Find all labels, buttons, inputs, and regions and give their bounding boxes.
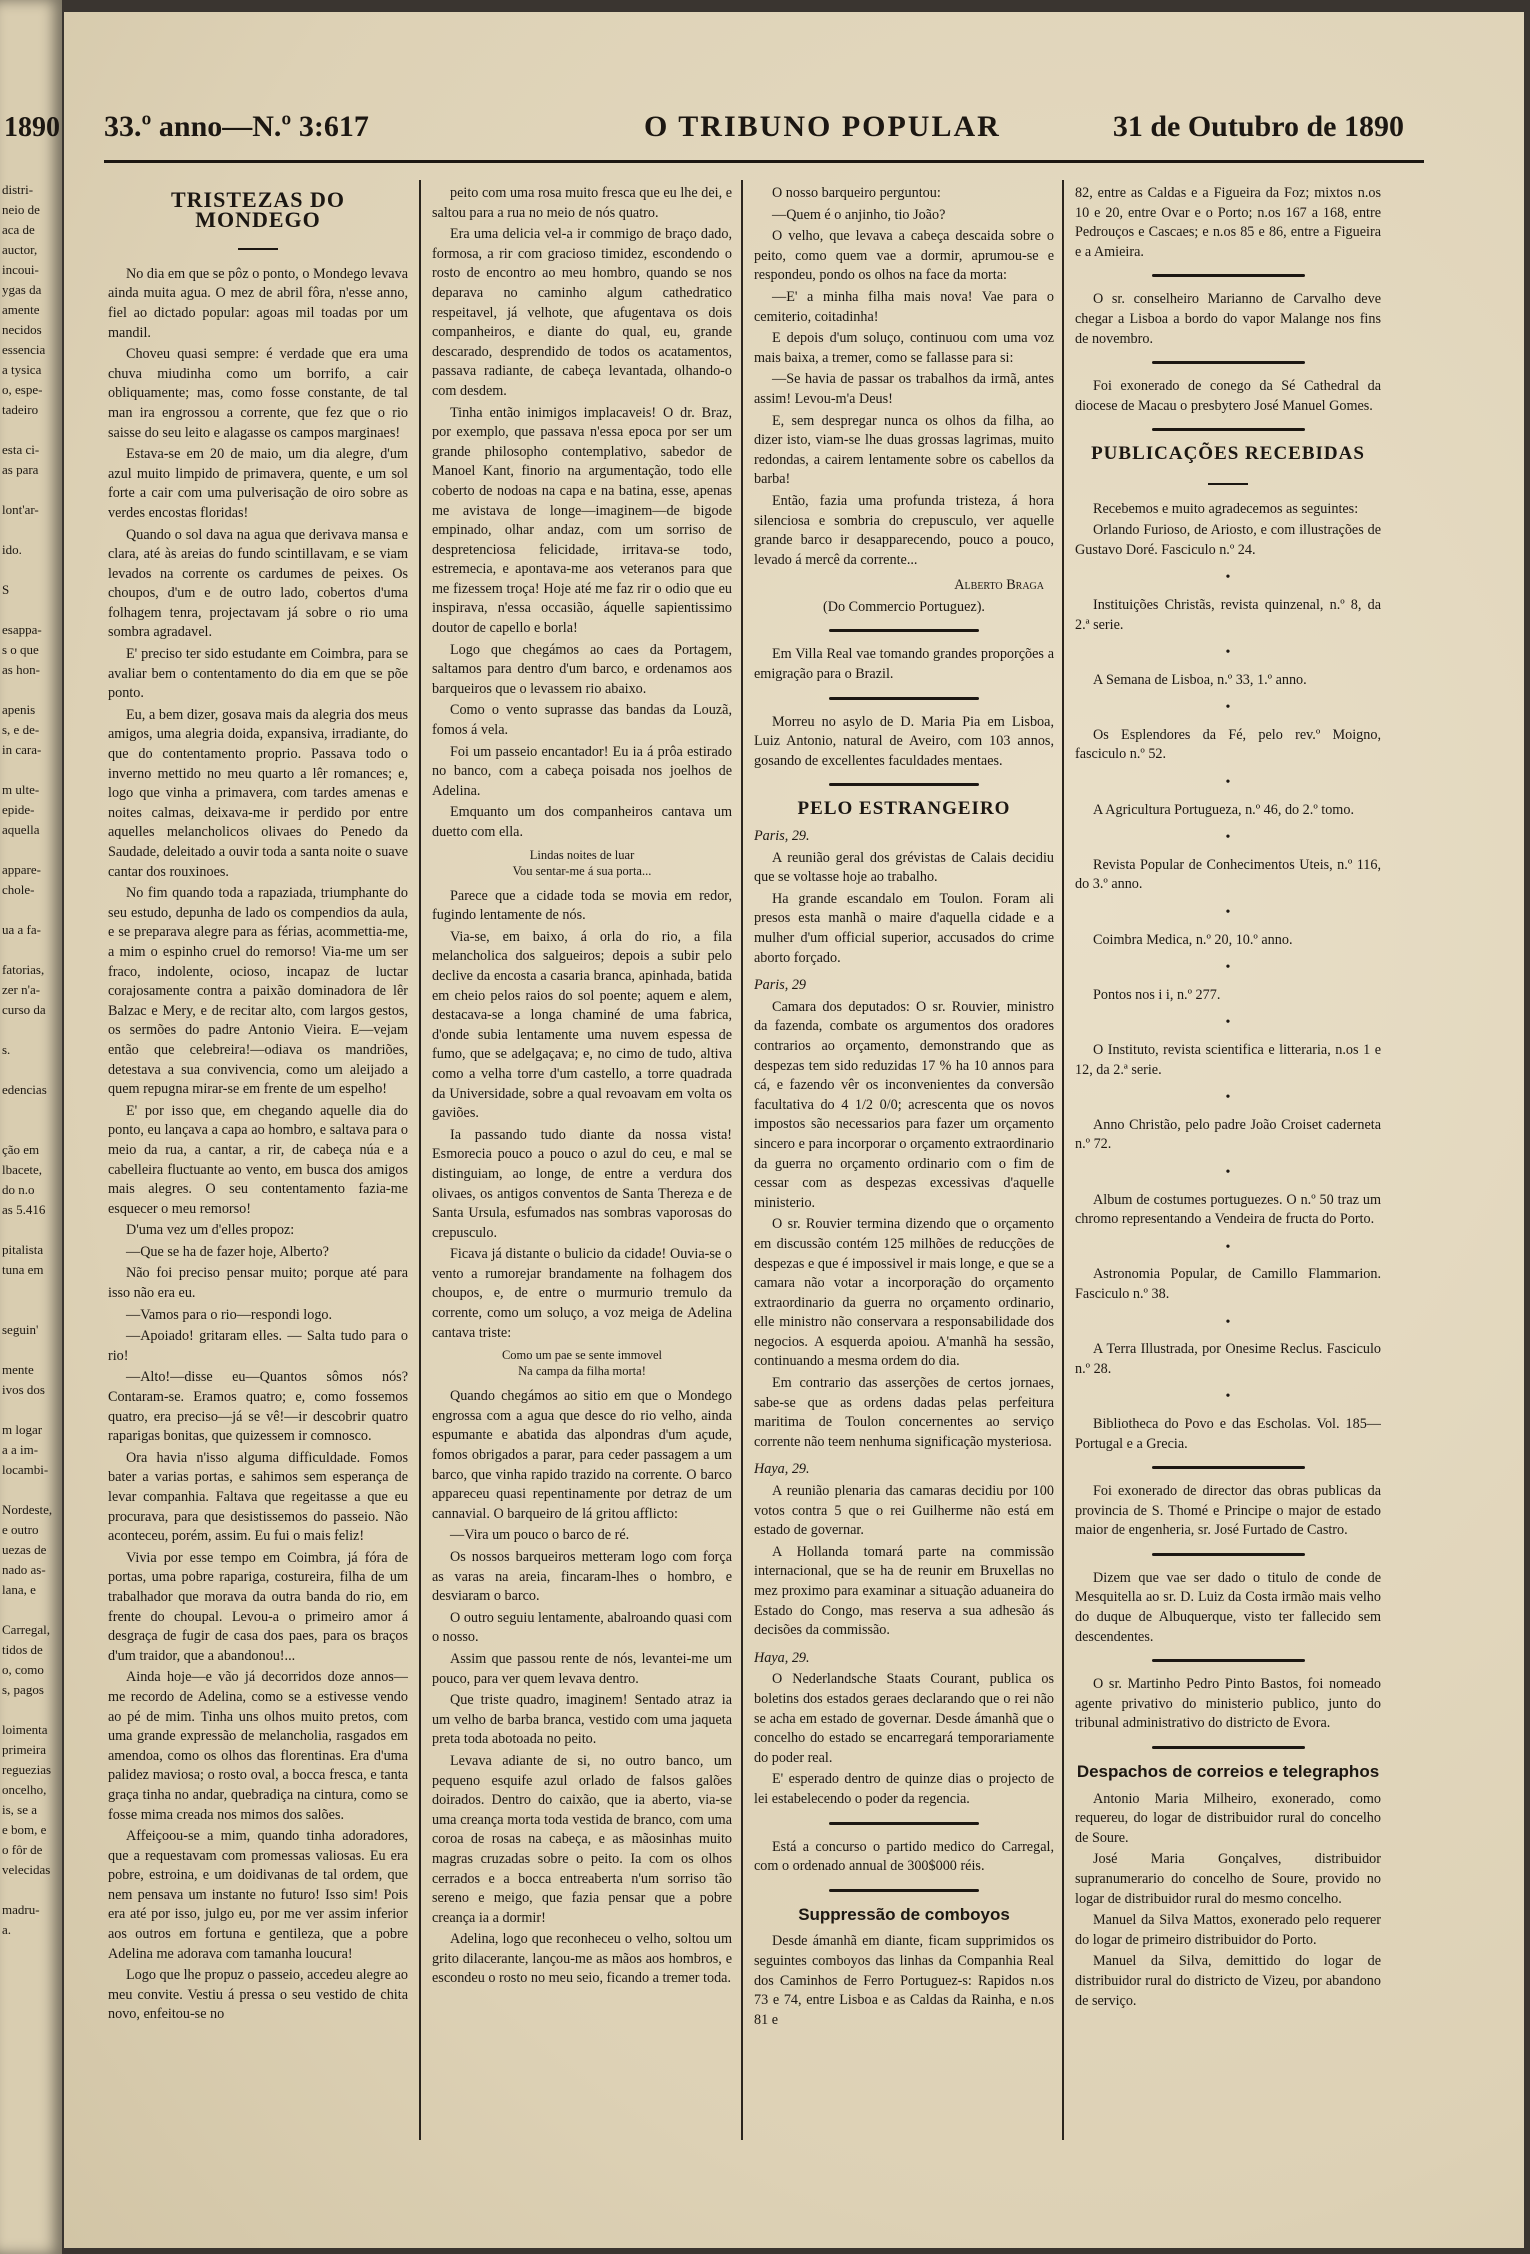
previous-page-fragment: seguin' — [2, 1322, 39, 1337]
article-heading: TRISTEZAS DO MONDEGO — [170, 187, 345, 232]
previous-page-fragment: o fôr de — [2, 1842, 43, 1857]
previous-page-fragment: a. — [2, 1922, 12, 1937]
posts-appointments — [1075, 1790, 1381, 2012]
paragraph: —Se havia de passar os trabalhos da irmã, antes assim! Levou-m'a Deus! — [754, 371, 1054, 407]
paragraph: Ora havia n'isso alguma difficuldade. Fomos bater a varias portas, e sahimos sem esperança de levar companhia. Faltava que regeitasse a que eu procurava, para que desistissemos do passeio. Não aconteceu, porém, assim. Eu fui o mais feliz! — [108, 1449, 408, 1545]
verse-line: Lindas noites de luar — [529, 847, 635, 862]
previous-page-fragment: m ulte- — [2, 782, 40, 797]
bullet-separator: • — [1225, 830, 1231, 846]
previous-page-fragment: fatorias, — [2, 962, 45, 977]
section-heading-trains: Suppressão de comboyos — [798, 1904, 1010, 1924]
previous-page-fragment: primeira — [2, 1742, 47, 1757]
previous-page-fragment: necidos — [2, 322, 42, 337]
news-item: Dizem que vae ser dado o titulo de conde de Mesquitella ao sr. D. Luiz da Costa irmão mais velho do duque de Albuquerque, visto ter fallecido sem descendentes. — [1075, 1569, 1381, 1645]
news-item: Morreu no asylo de D. Maria Pia em Lisboa, Luiz Antonio, natural de Aveiro, com 103 annos, gosando de excellentes faculdades mentaes. — [754, 713, 1054, 769]
publication-item: Revista Popular de Conhecimentos Uteis, n.º 116, do 3.º anno. — [1075, 856, 1381, 893]
publication-item: Bibliotheca do Povo e das Escholas. Vol. 185—Portugal e a Grecia. — [1075, 1415, 1381, 1452]
news-item: Foi exonerado de director das obras publicas da provincia de S. Thomé e Principe o major de estado maior de engenheria, sr. José Furtado de Castro. — [1075, 1483, 1381, 1539]
column-1 — [108, 184, 408, 2144]
foreign-news-item: Em contrario das asserções de certos jornaes, sabe-se que as ordens dadas pelas perfeitura maritima de Toulon concernentes ao serviço corrente não teem nenhuma significação mysteriosa. — [754, 1375, 1054, 1450]
bullet-separator: • — [1225, 905, 1231, 921]
previous-page-fragment: in cara- — [2, 742, 42, 757]
previous-page-fragment: lont'ar- — [2, 502, 39, 517]
bullet-separator: • — [1225, 1164, 1231, 1180]
article-body-continued — [432, 184, 732, 843]
bullet-separator: • — [1225, 775, 1231, 791]
previous-page-fragment: ção em — [2, 1142, 40, 1157]
masthead — [104, 110, 1404, 154]
paragraph: D'uma vez um d'elles propoz: — [126, 1222, 295, 1239]
column-3 — [754, 184, 1054, 2144]
foreign-news — [754, 827, 1054, 1810]
news-dateline: Paris, 29 — [754, 977, 807, 994]
bullet-separator: • — [1225, 1314, 1231, 1330]
previous-page-fragment: do n.o — [2, 1182, 35, 1197]
previous-page-fragment: ivos dos — [2, 1382, 45, 1397]
song-verse — [432, 1347, 732, 1379]
article-body — [108, 265, 408, 2025]
paragraph: E depois d'um soluço, continuou com uma voz mais baixa, a tremer, como se fallasse para si: — [754, 330, 1054, 366]
paragraph: Foi um passeio encantador! Eu ia á prôa estirado no banco, com a cabeça poisada nos joelhos de Adelina. — [432, 743, 732, 799]
previous-page-fragment: is, se a — [2, 1802, 38, 1817]
paragraph: Como o vento suprasse das bandas da Louzã, fomos á vela. — [432, 702, 732, 739]
paragraph: Quando chegámos ao sitio em que o Mondego engrossa com a agua que desce do rio velho, ainda espumante e abatida das alpondras d'um açude, fomos obrigados a parar, para ceder passagem a um barco, que vinha rapido trazido na corrente. O barco appareceu quasi repentinamente por detraz de um cannavial. O barqueiro de lá gritou afflicto: — [432, 1388, 732, 1522]
publication-item: Anno Christão, pelo padre João Croiset caderneta n.º 72. — [1075, 1116, 1381, 1153]
previous-page-fragment: a a im- — [2, 1442, 39, 1457]
previous-page-fragment: e bom, e — [2, 1822, 47, 1837]
newspaper-page — [64, 12, 1524, 2248]
separator — [1075, 1655, 1381, 1665]
paragraph: Vivia por esse tempo em Coimbra, já fóra de portas, uma pobre rapariga, costureira, filha de um trabalhador que morava da outra banda do rio, em frente do choupal. Levou-a o primeiro amor á desgraça de fugir de casa dos paes, para os braços d'um traidor, que a abandonou!... — [108, 1549, 408, 1664]
appointment-item: Antonio Maria Milheiro, exonerado, como requereu, do logar de distribuidor rural do concelho de Soure. — [1075, 1790, 1381, 1846]
previous-page-fragment: as para — [2, 462, 39, 477]
separator — [754, 1885, 1054, 1895]
article-source: (Do Commercio Portuguez). — [823, 598, 985, 615]
previous-page-fragment: ygas da — [2, 282, 42, 297]
separator — [1075, 357, 1381, 367]
heading-dash — [1075, 472, 1381, 492]
paragraph: Os nossos barqueiros metteram logo com força as varas na areia, fincaram-lhes o hombro, e desviaram o barco. — [432, 1549, 732, 1605]
previous-page-year: 1890 — [4, 112, 60, 143]
paragraph: No fim quando toda a rapaziada, triumphante do seu estudo, depunha de lado os compendios da aula, e se preparava alegre para as férias, acommettia-me, a mim o espinho cruel do remorso! Via-me um ser fraco, indolente, ocioso, incapaz de luctar corajosamente contra a paixão dominadora de lêr Balzac e Mery, e de recitar alto, com largos gestos, os sermões do padre Antonio Vieira. E—vejam então que celebreira!—odiava os mandriões, detestava a sua convivencia, como um aleijado a quem repugna mirar-se em frente de um espelho! — [108, 885, 408, 1098]
paragraph: O outro seguiu lentamente, abalroando quasi com o nosso. — [432, 1609, 732, 1646]
news-dateline: Haya, 29. — [754, 1461, 810, 1478]
paragraph: Assim que passou rente de nós, levantei-me um pouco, para ver quem levava dentro. — [432, 1650, 732, 1687]
news-item: Em Villa Real vae tomando grandes proporções a emigração para o Brazil. — [754, 646, 1054, 683]
section-heading-publications: PUBLICAÇÕES RECEBIDAS — [1091, 443, 1365, 465]
previous-page-fragment: locambi- — [2, 1462, 49, 1477]
publication-item: A Agricultura Portugueza, n.º 46, do 2.º tomo. — [1093, 801, 1354, 818]
separator — [1075, 424, 1381, 434]
previous-page-fragment: o, espe- — [2, 382, 43, 397]
column-2 — [432, 184, 732, 2144]
previous-page-fragment: essencia — [2, 342, 46, 357]
separator — [754, 779, 1054, 789]
paragraph: E' por isso que, em chegando aquelle dia do ponto, eu lançava a capa ao hombro, e saltava para o meio da rua, a cantar, a rir, de cabeça núa e a cabelleira fluctuante ao vento, em busca dos amigos mais alegres. O seu contentamento fazia-me esquecer o meu remorso! — [108, 1102, 408, 1217]
appointment-item: Manuel da Silva, demittido do logar de distribuidor rural do districto de Vizeu, por abandono de serviço. — [1075, 1953, 1381, 2009]
paragraph: Logo que chegámos ao caes da Portagem, saltamos para dentro d'um barco, e ordenamos aos barqueiros que o levassem rio abaixo. — [432, 641, 732, 697]
news-item: Foi exonerado de conego da Sé Cathedral da diocese de Macau o presbytero José Manuel Gomes. — [1075, 378, 1381, 414]
publication-item: A Semana de Lisboa, n.º 33, 1.º anno. — [1093, 671, 1307, 688]
previous-page-fragment: tidos de — [2, 1642, 43, 1657]
publication-item: Coimbra Medica, n.º 20, 10.º anno. — [1093, 931, 1293, 948]
previous-page-fragment: apenis — [2, 702, 36, 717]
separator — [1075, 1462, 1381, 1472]
section-heading-foreign: PELO ESTRANGEIRO — [797, 798, 1011, 820]
paragraph: Ainda hoje—e vão já decorridos doze annos—me recordo de Adelina, como se a estivesse vendo ao pé de mim. Tinha uns olhos muito pretos, com uma grande expressão de melancholia, rasgados em amendoa, como os olhos das florentinas. Era d'uma palidez maviosa; o rosto oval, a bocca fresca, e tanta graça tinha no andar, quebradiça na cintura, como se fosse mima creada nos mimos dos salões. — [108, 1669, 408, 1823]
paragraph: —Vira um pouco o barco de ré. — [450, 1527, 630, 1544]
publications-intro: Recebemos e muito agradecemos as seguintes: — [1093, 500, 1359, 517]
previous-page-fragment: s o que — [2, 642, 39, 657]
article-body-continued — [432, 887, 732, 1344]
publication-item: Os Esplendores da Fé, pelo rev.º Moigno, fasciculo n.º 52. — [1075, 726, 1381, 763]
separator — [754, 693, 1054, 703]
previous-page-fragment: ua a fa- — [2, 922, 41, 937]
previous-page-fragment: s, e de- — [2, 722, 40, 737]
paragraph: Então, fazia uma profunda tristeza, á hora silenciosa e sombria do crepusculo, ver aquelle grande barco ir desapparecendo, pouco a pouco, levado á mercê da corrente... — [754, 492, 1054, 568]
previous-page-fragment: a tysica — [2, 362, 42, 377]
publications-list — [1075, 521, 1381, 1454]
paragraph: Ia passando tudo diante da nossa vista! Esmorecia pouco a pouco o azul do ceu, e mal se distinguiam, ao longe, de entre a verdura dos olivaes, os antigos conventos de Santa Thereza e de Santa Ursula, esfumados nas sombras vaporosas do crepusculo. — [432, 1126, 732, 1241]
paragraph: No dia em que se pôz o ponto, o Mondego levava ainda muita agua. O mez de abril fôra, n'esse anno, fiel ao dictado popular: agoas mil toadas por um mandil. — [108, 265, 408, 341]
paragraph: —Apoiado! gritaram elles. — Salta tudo para o rio! — [108, 1328, 408, 1364]
previous-page-fragment: as 5.416 — [2, 1202, 46, 1217]
previous-page-fragment: auctor, — [2, 242, 38, 257]
publication-item: Instituições Christãs, revista quinzenal, n.º 8, da 2.ª serie. — [1075, 596, 1381, 633]
previous-page-fragment: chole- — [2, 882, 35, 897]
article-body-continued — [432, 1387, 732, 1989]
previous-page-fragment: ido. — [2, 542, 22, 557]
previous-page-fragment: as hon- — [2, 662, 40, 677]
column-rule — [419, 180, 421, 2140]
news-dateline: Paris, 29. — [754, 828, 810, 845]
foreign-news-item: A Hollanda tomará parte na commissão internacional, que se ha de reunir em Bruxellas no mez proximo para examinar a situação aduaneira do Estado do Congo, mas reserva a sua adhesão ás decisões da commissão. — [754, 1543, 1054, 1639]
bullet-separator: • — [1225, 1239, 1231, 1255]
previous-page-fragment: pitalista — [2, 1242, 44, 1257]
author-signature: Alberto Braga — [954, 577, 1044, 594]
paragraph: —Alto!—disse eu—Quantos sômos nós? Contaram-se. Eramos quatro; e, como fossemos quatro, era preciso—já se vê!—ir descobrir quatro raparigas bonitas, que quizessem ir comnosco. — [108, 1369, 408, 1445]
previous-page-fragment: aquella — [2, 822, 40, 837]
paragraph: Logo que lhe propuz o passeio, accedeu alegre ao meu convite. Vestiu á pressa o seu vestido de chita novo, enfeitou-se no — [108, 1967, 408, 2023]
paragraph: Que triste quadro, imaginem! Sentado atraz ia um velho de barba branca, vestido com uma jaqueta preta toda abotoada no peito. — [432, 1692, 732, 1748]
bullet-separator: • — [1225, 570, 1231, 586]
previous-page-fragment: amente — [2, 302, 40, 317]
section-heading-posts: Despachos de correios e telegraphos — [1076, 1762, 1380, 1782]
paragraph: Estava-se em 20 de maio, um dia alegre, d'um azul muito limpido de primavera, quente, e um sol forte a cair com uma pulverisação de oiro sobre as verdes encostas floridas! — [108, 446, 408, 521]
previous-page-fragment: s, pagos — [2, 1682, 44, 1697]
previous-page-fragment: S — [2, 582, 10, 597]
bullet-separator: • — [1225, 1389, 1231, 1405]
previous-page-fragment: o, como — [2, 1662, 44, 1677]
paragraph: Choveu quasi sempre: é verdade que era uma chuva miudinha como um borrifo, a cair obliquamente; mas, como fosse constante, de tal man ira engrossou a corrente, que fez que o rio saisse do seu leito e alagasse os campos marginaes! — [108, 346, 408, 441]
heading-dash — [108, 237, 408, 257]
previous-page-fragment: nado as- — [2, 1562, 46, 1577]
article-body-end — [754, 184, 1054, 570]
previous-page-fragment: tadeiro — [2, 402, 39, 417]
issue-number: 33.º anno—N.º 3:617 — [104, 110, 369, 143]
column-rule — [741, 180, 743, 2140]
separator — [1075, 1549, 1381, 1559]
previous-page-fragment: tuna em — [2, 1262, 44, 1277]
paragraph: Affeiçoou-se a mim, quando tinha adoradores, que a requestavam com promessas valiosas. Eu era pobre, estroina, e um doidivanas de tal ordem, que nem pensava um instante no futuro! Isso sim! Pois era até por isso, julgo eu, por me ver assim inferior aos outros em fortuna e gentileza, que a pobre Adelina me adorava com tamanha loucura! — [108, 1828, 408, 1962]
news-item: Está a concurso o partido medico do Carregal, com o ordenado annual de 300$000 réis. — [754, 1838, 1054, 1875]
bullet-separator: • — [1225, 645, 1231, 661]
separator — [754, 1818, 1054, 1828]
masthead-rule — [104, 160, 1424, 163]
previous-page-fragment: loimenta — [2, 1722, 48, 1737]
paragraph: Não foi preciso pensar muito; porque até para isso não era eu. — [108, 1265, 408, 1302]
foreign-news-item: A reunião plenaria das camaras decidiu por 100 votos contra 5 que o rei Guilherme não está em estado de governar. — [754, 1483, 1054, 1539]
foreign-news-item: Camara dos deputados: O sr. Rouvier, ministro da fazenda, combate os argumentos dos oradores contrarios ao orçamento, demonstrando que as despezas tem sido reduzidas 17 % ha 10 annos para cá, e fazendo vêr os inconvenientes da conversão facultativa do 4 1/2 0/0; acrescenta que os novos impostos são necessarios para fazer um orçamento sincero e para incorporar o orçamento extraordinario da guerra no orçamento ordinario com o fim de cessar com as despezas excessivas d'aquelle ministerio. — [754, 998, 1054, 1211]
paragraph: Via-se, em baixo, á orla do rio, a fila melancholica dos salgueiros; depois a subir pelo declive da encosta a casaria branca, apinhada, batida em cheio pelos raios do sol poente; aquem e alem, destacava-se a longa chaminé de uma fabrica, d'onde subia lentamente uma nuvem espessa de fumo, que se adelgaçava; e, no cimo de tudo, altiva como a velha torre d'um castello, a torre quadrada da Universidade, sobre a qual revoavam em volta os gaviões. — [432, 928, 732, 1122]
paragraph: O velho, que levava a cabeça descaida sobre o peito, como quem vae a dormir, aprumou-se e respondeu, pondo os olhos na face da morta: — [754, 228, 1054, 284]
previous-page-fragment: Carregal, — [2, 1622, 51, 1637]
issue-date: 31 de Outubro de 1890 — [1112, 110, 1404, 143]
verse-line: Na campa da filha morta! — [518, 1364, 646, 1379]
previous-page-fragment: m logar — [2, 1422, 43, 1437]
foreign-news-item: E' esperado dentro de quinze dias o projecto de lei estabelecendo o poder da regencia. — [754, 1771, 1054, 1807]
paragraph: O nosso barqueiro perguntou: — [772, 185, 941, 201]
paragraph: peito com uma rosa muito fresca que eu lhe dei, e saltou para a rua no meio de nós quatro. — [432, 185, 732, 221]
paragraph: —Vamos para o rio—respondi logo. — [126, 1306, 333, 1323]
news-item: Desde ámanhã em diante, ficam supprimidos os seguintes comboyos das linhas da Companhia Real dos Caminhos de Ferro Portuguez-s: Rapidos n.os 73 e 74, entre Lisboa e as Caldas da Rainha, e n.os 81 e — [754, 1933, 1054, 2028]
column-4 — [1075, 184, 1381, 2144]
foreign-news-item: O sr. Rouvier termina dizendo que o orçamento em discussão contém 125 milhões de reducções de despezas e que é impossivel ir mais longe, e que se a camara não votar a incorporação do orçamento extraordinario da guerra no orçamento ordinario, elle ministro não conservara a responsabilidade dos negocios. A esquerda apoiou. A'manhã ha sessão, continuando a mesma ordem do dia. — [754, 1216, 1054, 1370]
verse-line: Como um pae se sente immovel — [501, 1348, 663, 1363]
separator — [1075, 1742, 1381, 1752]
previous-page-fragment: uezas de — [2, 1542, 47, 1557]
publication-item: Orlando Furioso, de Ariosto, e com illustrações de Gustavo Doré. Fasciculo n.º 24. — [1075, 522, 1381, 558]
bullet-separator: • — [1225, 1015, 1231, 1031]
previous-page-fragment: incoui- — [2, 262, 39, 277]
previous-page-fragment: s. — [2, 1042, 11, 1057]
previous-page-fragment: esta ci- — [2, 442, 40, 457]
previous-page-fragment: lana, e — [2, 1582, 36, 1597]
appointment-item: Manuel da Silva Mattos, exonerado pelo requerer do logar de primeiro distribuidor do Porto. — [1075, 1912, 1381, 1948]
paragraph: —Quem é o anjinho, tio João? — [772, 206, 946, 223]
separator — [754, 625, 1054, 635]
publication-item: A Terra Illustrada, por Onesime Reclus. Fasciculo n.º 28. — [1075, 1341, 1381, 1377]
previous-page-fragment: velecidas — [2, 1862, 51, 1877]
publication-item: Album de costumes portuguezes. O n.º 50 traz um chromo representando a Vendeira de fructa do Porto. — [1075, 1191, 1381, 1228]
previous-page-fragment: e outro — [2, 1522, 39, 1537]
news-item: O sr. conselheiro Marianno de Carvalho deve chegar a Lisboa a bordo do vapor Malange nos fins de novembro. — [1075, 291, 1381, 347]
previous-page-fragment: esappa- — [2, 622, 42, 637]
previous-page-fragment: Nordeste, — [2, 1502, 53, 1517]
foreign-news-item: Ha grande escandalo em Toulon. Foram ali presos esta manhã o maire d'aquella cidade e a mulher d'um official superior, accusados do crime aborto forçado. — [754, 890, 1054, 966]
paragraph: Ficava já distante o bulicio da cidade! Ouvia-se o vento a rumorejar brandamente na folhagem dos choupos, e, de entre o murmurio tremulo da corrente, como um soluço, a voz meiga de Adelina cantava triste: — [432, 1246, 732, 1341]
paragraph: Eu, a bem dizer, gosava mais da alegria dos meus amigos, uma alegria doida, expansiva, irradiante, do que do contentamento proprio. Passava todo o inverno mettido no meu quarto a lêr romances; e, logo que vinha a primavera, com tardes amenas e noites calmas, deixava-me ir perdido por entre aquelles melancholicos olivaes do Penedo da Saudade, deleitado a ouvir toda a santa noite o suave cantar dos rouxinoes. — [108, 706, 408, 880]
previous-page-fragment: edencias — [2, 1082, 47, 1097]
previous-page-fragment: curso da — [2, 1002, 46, 1017]
previous-page-fragment: lbacete, — [2, 1162, 43, 1177]
previous-page-fragment: neio de — [2, 202, 40, 217]
previous-page-fragment: mente — [2, 1362, 34, 1377]
paragraph: Parece que a cidade toda se movia em redor, fugindo lentamente de nós. — [432, 887, 732, 924]
bullet-separator: • — [1225, 960, 1231, 976]
appointment-item: José Maria Gonçalves, distribuidor supranumerario do concelho de Soure, provido no logar de distribuidor rural do mesmo concelho. — [1075, 1851, 1381, 1907]
newspaper-title: O TRIBUNO POPULAR — [644, 110, 1001, 143]
paragraph: —Que se ha de fazer hoje, Alberto? — [126, 1243, 329, 1260]
paragraph: Emquanto um dos companheiros cantava um duetto com ella. — [432, 804, 732, 840]
paragraph: Tinha então inimigos implacaveis! O dr. Braz, por exemplo, que passava n'essa epoca por ser um grande philosopho contemplativo, sabedor de Manoel Kant, finorio na argumentação, todo elle coberto de nodoas na capa e na batina, esse, apenas me avistava de longe—imaginem—de bigode empinado, olhar andaz, com um sorriso de despretenciosa felicidade, irritava-se todo, estremecia, e apontava-me aos veteranos para que me fizessem troça! Hoje até me faz rir o odio que eu inspirava, n'essa occasião, áquelle sapientissimo doutor de capello e borla! — [432, 404, 732, 637]
news-item: 82, entre as Caldas e a Figueira da Foz; mixtos n.os 10 e 20, entre Ovar e o Porto; n.os 167 a 168, entre Pedrouços e Cascaes; e n.os 85 e 86, entre a Figueira e a Amieira. — [1075, 185, 1381, 260]
news-dateline: Haya, 29. — [754, 1649, 810, 1666]
paragraph: Adelina, logo que reconheceu o velho, soltou um grito dilacerante, lançou-me as mãos aos hombros, e escondeu o rosto no meu seio, ficando a tremer toda. — [432, 1931, 732, 1987]
previous-page-fragment: distri- — [2, 182, 34, 197]
previous-page-edge — [0, 0, 62, 2254]
bullet-separator: • — [1225, 700, 1231, 716]
previous-page-fragment: aca de — [2, 222, 35, 237]
previous-page-fragment: epide- — [2, 802, 35, 817]
paragraph: E, sem despregar nunca os olhos da filha, ao dizer isto, viam-se lhe duas grossas lagrimas, muito redondas, a cairem lentamente sobre os cabellos da barba! — [754, 412, 1054, 488]
publication-item: Pontos nos i i, n.º 277. — [1093, 986, 1221, 1003]
column-rule — [1062, 180, 1064, 2140]
publication-item: O Instituto, revista scientifica e litteraria, n.os 1 e 12, da 2.ª serie. — [1075, 1042, 1381, 1078]
previous-page-fragment: zer n'a- — [2, 982, 41, 997]
bullet-separator: • — [1225, 1090, 1231, 1106]
publication-item: Astronomia Popular, de Camillo Flammarion. Fasciculo n.º 38. — [1075, 1266, 1381, 1302]
paragraph: E' preciso ter sido estudante em Coimbra, para se avaliar bem o contentamento do dia em que se põe ponto. — [108, 646, 408, 702]
verse-line: Vou sentar-me á sua porta... — [512, 863, 652, 878]
previous-page-fragment: reguezias — [2, 1762, 52, 1777]
previous-page-fragment: oncelho, — [2, 1782, 47, 1797]
separator — [1075, 270, 1381, 280]
song-verse — [432, 847, 732, 879]
previous-page-fragment: appare- — [2, 862, 41, 877]
paragraph: Levava adiante de si, no outro banco, um pequeno esquife azul orlado de falsos galões doirados. Dentro do caixão, que ia aberto, via-se uma creança morta toda vestida de branco, com uma coroa de rosas na cabeça, e as mãosinhas muito magras cruzadas sobre o peito. Ia com os olhos cerrados e a bocca entreaberta n'um sorriso tão sereno e meigo, que fazia pensar que a pobre creança ia a dormir! — [432, 1752, 732, 1926]
news-item: O sr. Martinho Pedro Pinto Bastos, foi nomeado agente privativo do ministerio publico, junto do tribunal administrativo do districto de Evora. — [1075, 1676, 1381, 1732]
paragraph: Era uma delicia vel-a ir commigo de braço dado, formosa, a rir com gracioso timidez, escondendo o rosto de encontro ao meu hombro, quando se nos deparava no caminho algum cathedratico respeitavel, já velhote, que afugentava os dois companheiros, e diante do qual, eu, grande descarado, desprendido de todos os acatamentos, passava radiante, de cabeça levantada, olhando-o com desdem. — [432, 226, 732, 399]
previous-page-fragment: madru- — [2, 1902, 40, 1917]
paragraph: —E' a minha filha mais nova! Vae para o cemiterio, coitadinha! — [754, 288, 1054, 325]
foreign-news-item: A reunião geral dos grévistas de Calais decidiu que se voltasse hoje ao trabalho. — [754, 849, 1054, 886]
foreign-news-item: O Nederlandsche Staats Courant, publica os boletins dos estados geraes declarando que o rei não se acha em estado de governar. Desde ámanhã que o concelho do estado se encarregará temporariamente do poder real. — [754, 1671, 1054, 1766]
paragraph: Quando o sol dava na agua que derivava mansa e clara, até às areias do fundo scintillavam, e se viam levados na corrente os cardumes de peixes. Os choupos, d'um e de outro lado, cobertos d'uma folhagem tenra, projectavam já sobre o rio uma sombra agradavel. — [108, 526, 408, 641]
